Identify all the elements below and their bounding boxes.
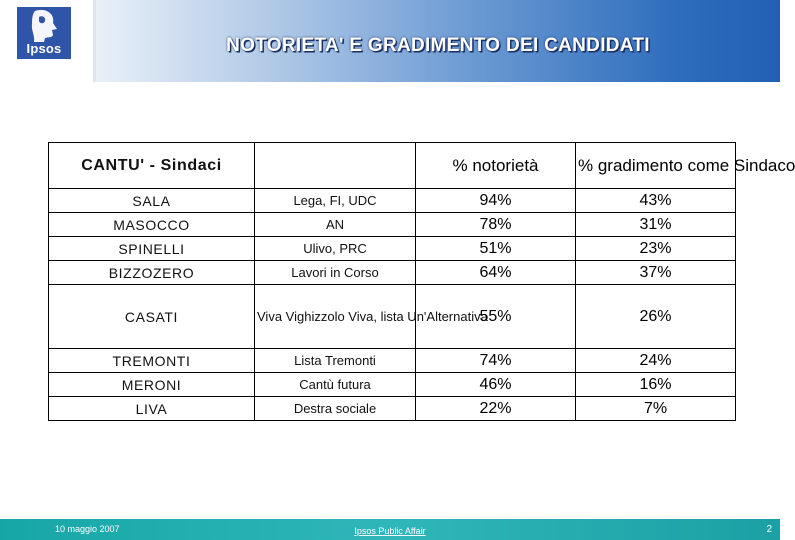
table-row xyxy=(49,189,736,213)
gradimento-value: 37% xyxy=(576,261,736,285)
candidate-name: BIZZOZERO xyxy=(49,261,255,285)
footer-date: 10 maggio 2007 xyxy=(55,524,120,534)
candidate-party: AN xyxy=(255,213,416,237)
gradimento-value: 26% xyxy=(576,285,736,349)
table-row xyxy=(49,397,736,421)
candidate-name: SALA xyxy=(49,189,255,213)
notorieta-value: 64% xyxy=(416,261,576,285)
candidate-party: Destra sociale xyxy=(255,397,416,421)
candidate-party: Viva Vighizzolo Viva, lista Un'Alternativa xyxy=(255,285,416,349)
gradimento-value: 43% xyxy=(576,189,736,213)
candidate-name: CASATI xyxy=(49,285,255,349)
notorieta-value: 46% xyxy=(416,373,576,397)
candidate-name: TREMONTI xyxy=(49,349,255,373)
table-title: CANTU' - Sindaci xyxy=(49,143,255,189)
gradimento-value: 31% xyxy=(576,213,736,237)
notorieta-value: 51% xyxy=(416,237,576,261)
candidate-party: Lega, FI, UDC xyxy=(255,189,416,213)
gradimento-column-header: % gradimento come Sindaco xyxy=(576,143,736,189)
notorieta-value: 55% xyxy=(416,285,576,349)
candidate-party: Ulivo, PRC xyxy=(255,237,416,261)
candidate-name: SPINELLI xyxy=(49,237,255,261)
table-row xyxy=(49,261,736,285)
table-row xyxy=(49,237,736,261)
candidate-name: LIVA xyxy=(49,397,255,421)
candidate-name: MERONI xyxy=(49,373,255,397)
candidate-party: Lista Tremonti xyxy=(255,349,416,373)
gradimento-value: 16% xyxy=(576,373,736,397)
footer-link[interactable]: Ipsos Public Affair xyxy=(354,526,426,536)
notorieta-column-header: % notorietà xyxy=(416,143,576,189)
table-row xyxy=(49,285,736,349)
footer-bar xyxy=(0,519,780,540)
table-row xyxy=(49,373,736,397)
header xyxy=(0,0,780,82)
logo-text: Ipsos xyxy=(26,41,62,56)
page-number: 2 xyxy=(766,524,772,535)
candidates-table xyxy=(48,142,795,421)
gradimento-value: 24% xyxy=(576,349,736,373)
table-header-row xyxy=(49,143,736,189)
notorieta-value: 22% xyxy=(416,397,576,421)
gradimento-value: 7% xyxy=(576,397,736,421)
candidate-party: Lavori in Corso xyxy=(255,261,416,285)
notorieta-value: 78% xyxy=(416,213,576,237)
table-row xyxy=(49,213,736,237)
notorieta-value: 74% xyxy=(416,349,576,373)
page-title: NOTORIETA' E GRADIMENTO DEI CANDIDATI xyxy=(226,35,650,56)
party-column-header xyxy=(255,143,416,189)
candidate-name: MASOCCO xyxy=(49,213,255,237)
table-row xyxy=(49,349,736,373)
notorieta-value: 94% xyxy=(416,189,576,213)
ipsos-logo[interactable] xyxy=(17,7,71,59)
candidate-party: Cantù futura xyxy=(255,373,416,397)
gradimento-value: 23% xyxy=(576,237,736,261)
